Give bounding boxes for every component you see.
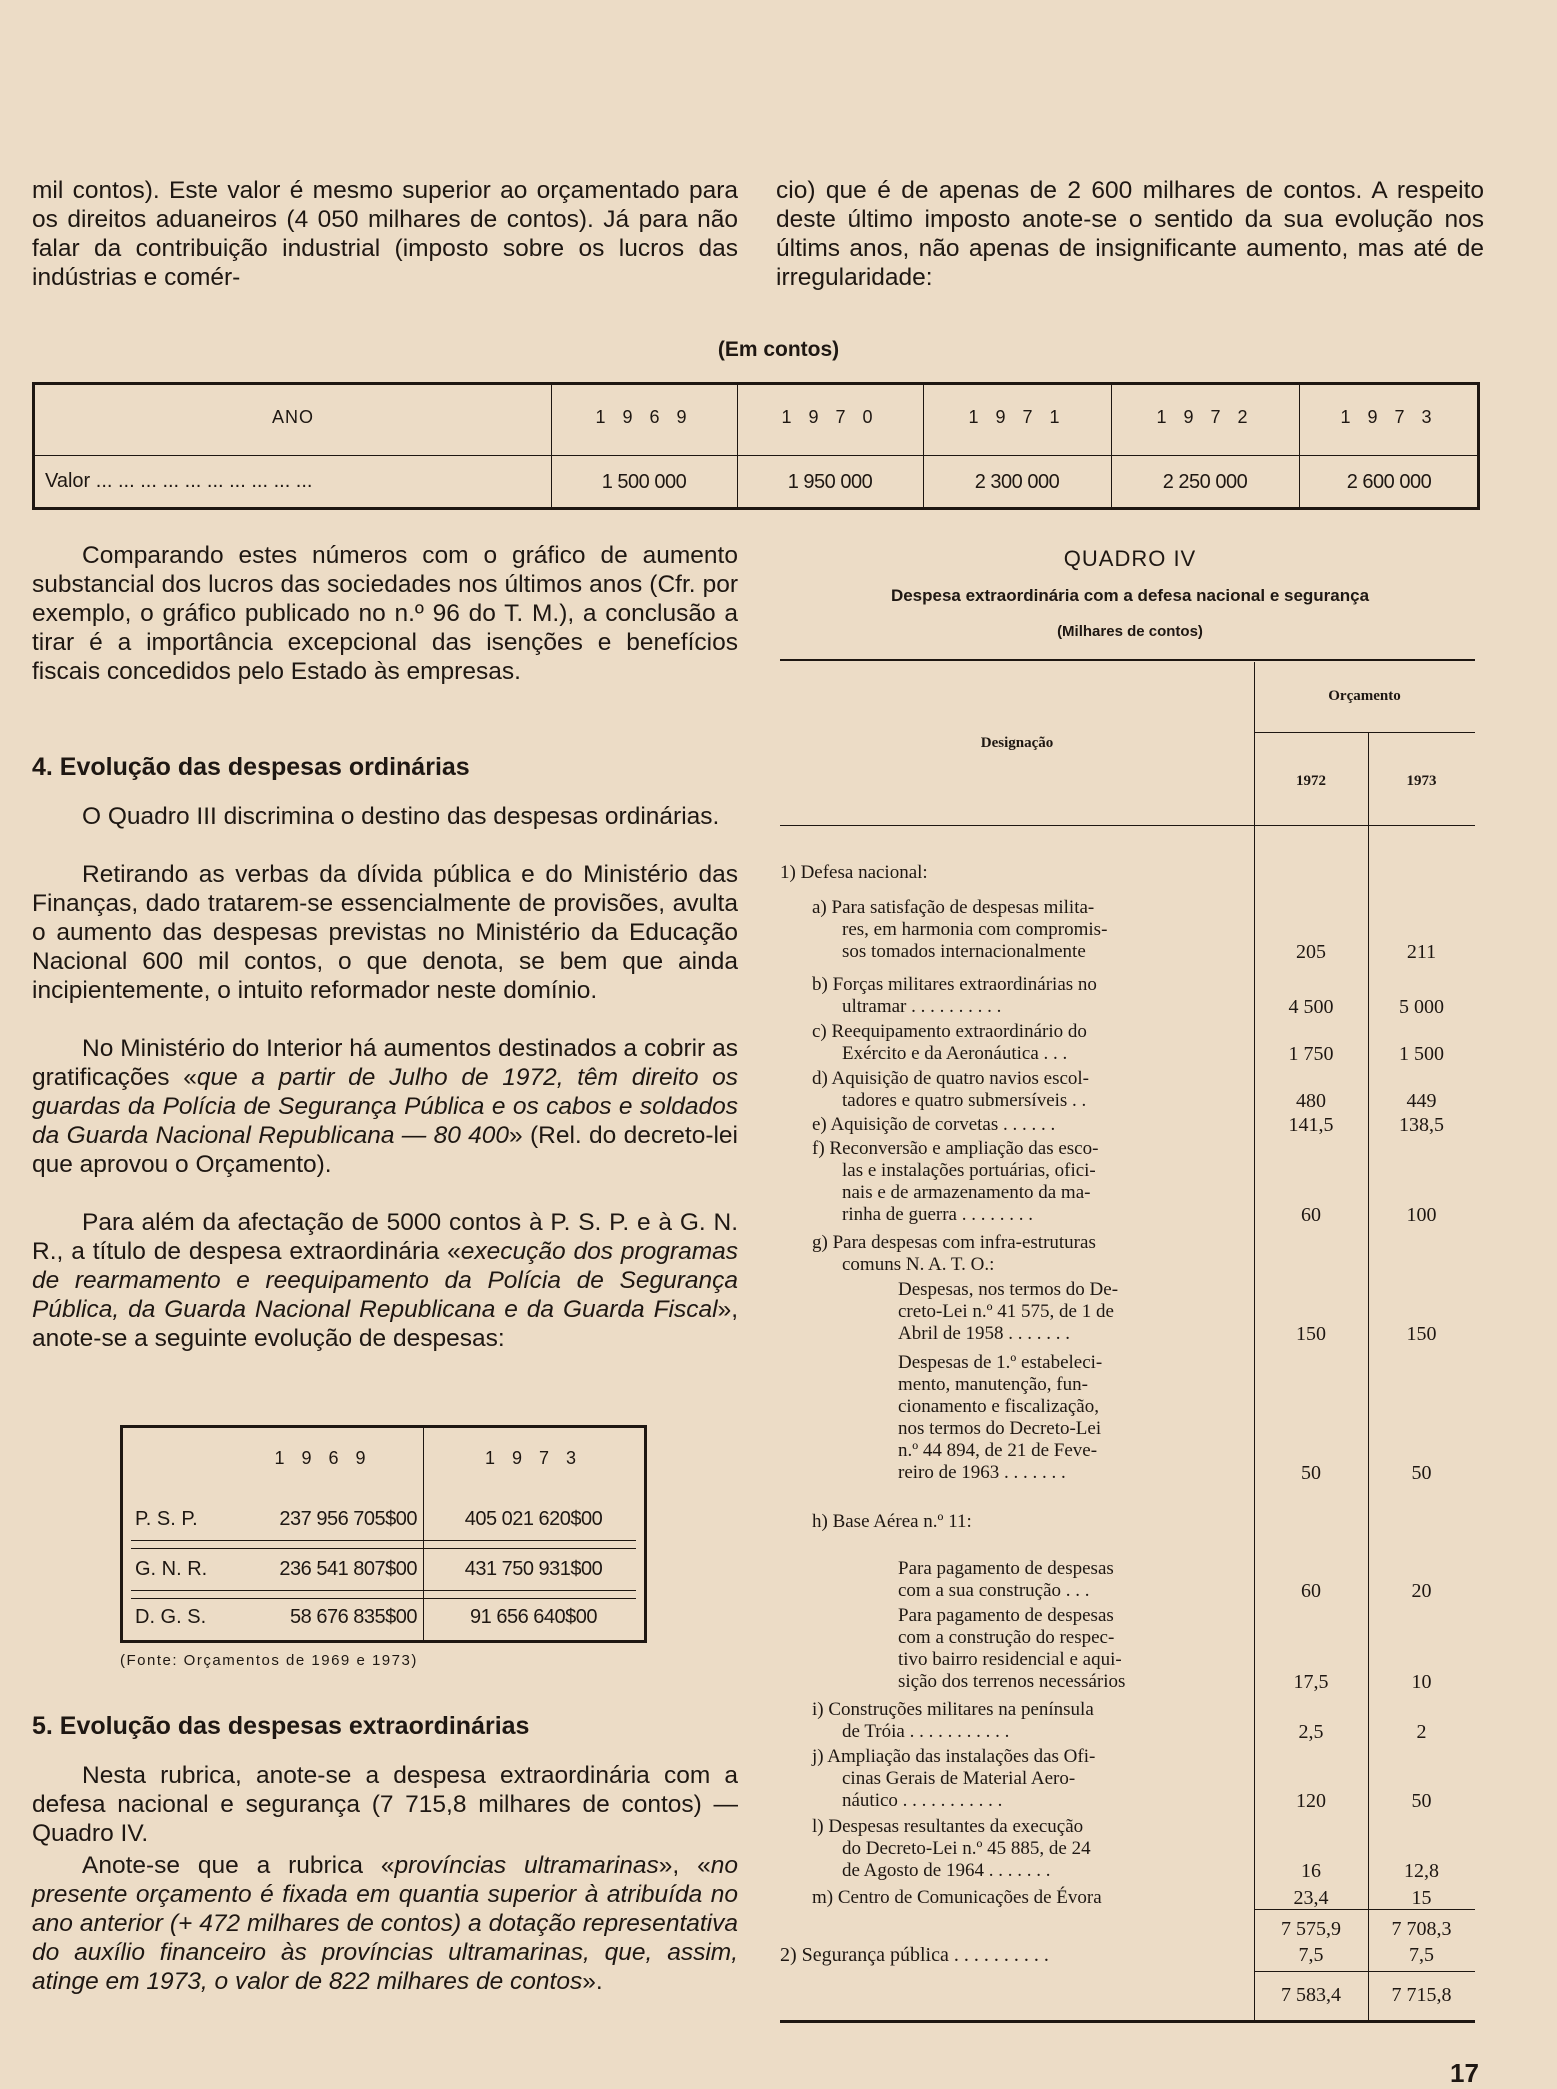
quadro4-row	[898, 1352, 1244, 1484]
table2-source: (Fonte: Orçamentos de 1969 e 1973)	[120, 1652, 418, 1669]
quadro4-seguranca-1973: 7,5	[1409, 1944, 1434, 1966]
quadro4-row-line: Despesas, nos termos do De-	[898, 1279, 1119, 1300]
quadro4-row	[812, 1887, 1244, 1909]
quadro4-row	[898, 1558, 1244, 1602]
table2-year-header: 1 9 7 3	[484, 1448, 583, 1468]
quadro4-row-line: Para pagamento de despesas	[898, 1558, 1114, 1579]
section-5-heading: 5. Evolução das despesas extraordinárias	[32, 1712, 530, 1740]
quadro4-row-line: las e instalações portuárias, ofici-	[842, 1160, 1096, 1181]
page-number: 17	[1450, 2058, 1479, 2088]
quadro4-row-line: i) Construções militares na península	[812, 1699, 1094, 1720]
quadro4-row-line: tivo bairro residencial e aqui-	[898, 1649, 1122, 1670]
quadro4-row	[812, 1068, 1244, 1112]
paragraph-ministerio-educacao: Retirando as verbas da dívida pública e do Ministério das Finanças, dado tratarem-se essencialmente de provisões, avulta o aumento das despesas previstas no Ministério da Educação Nacional 600 mil contos, o que denota, se bem que ainda incipientemente, o intuito reformador neste domínio.	[32, 861, 738, 1004]
table1-year-header: 1 9 7 2	[1156, 407, 1254, 427]
table2-cell: 58 676 835$00	[290, 1606, 417, 1628]
quadro4-subtitle: Despesa extraordinária com a defesa nacional e segurança	[890, 586, 1370, 605]
quadro4-value-1973: 50	[1411, 1462, 1432, 1484]
quadro4-row-line: cionamento e fiscalização,	[898, 1396, 1099, 1417]
quadro4-value-1973: 449	[1406, 1090, 1437, 1112]
table1-year-header: 1 9 7 3	[1340, 407, 1438, 427]
quadro4-row	[812, 1232, 1244, 1276]
quadro4-value-1972: 50	[1301, 1462, 1321, 1484]
table1-ano-header: ANO	[271, 407, 314, 427]
quadro4-row-line: sição dos terrenos necessários	[898, 1671, 1126, 1692]
quadro4-row-line: d) Aquisição de quatro navios escol-	[812, 1068, 1090, 1089]
quadro4-value-1972: 120	[1296, 1790, 1326, 1812]
quadro4-row	[898, 1279, 1244, 1345]
section-4-heading: 4. Evolução das despesas ordinárias	[32, 753, 470, 781]
quadro4-value-1973: 20	[1411, 1580, 1432, 1602]
table1-value-cell: 2 300 000	[974, 471, 1060, 493]
quadro4-row	[812, 1699, 1244, 1743]
table1-row-label: Valor ... ... ... ... ... ... ... ... ... ...	[45, 470, 313, 492]
paragraph-defesa-nacional: Nesta rubrica, anote-se a despesa extraordinária com a defesa nacional e segurança (7 715,8 milhares de contos) — Quadro IV.	[32, 1762, 738, 1847]
quadro4-year-header: 1972	[1296, 773, 1326, 789]
quadro4-value-1972: 60	[1301, 1580, 1321, 1602]
quadro4-year-header: 1973	[1406, 773, 1437, 789]
intro-left-paragraph: mil contos). Este valor é mesmo superior ao orçamentado para os direitos aduaneiros (4 050 milhares de contos). Já para não falar da contribuição industrial (imposto sobre os lucros das indústrias e comér-	[32, 177, 738, 291]
quadro4-row	[812, 897, 1244, 963]
paragraph-comparison: Comparando estes números com o gráfico de aumento substancial dos lucros das sociedades nos últimos anos (Cfr. por exemplo, o gráfico publicado no n.º 96 do T. M.), a conclusão a tirar é a importância excepcional das isenções e benefícios fiscais concedidos pelo Estado às empresas.	[32, 542, 738, 685]
quadro4-designacao-header: Designação	[980, 735, 1054, 751]
quadro4-value-1972: 480	[1296, 1090, 1326, 1112]
quadro4-row	[898, 1605, 1244, 1693]
quadro4-title: QUADRO IV	[1063, 546, 1197, 571]
quadro4-row-line: com a construção do respec-	[898, 1627, 1115, 1648]
quadro4-value-1972: 141,5	[1288, 1114, 1334, 1136]
quadro4-value-1972: 4 500	[1288, 996, 1334, 1018]
quadro4-row-line: b) Forças militares extraordinárias no	[812, 974, 1097, 995]
table1-unit: (Em contos)	[717, 338, 840, 361]
quadro4-row-line: ultramar . . . . . . . . . .	[842, 996, 1002, 1017]
quadro4-row-line: nos termos do Decreto-Lei	[898, 1418, 1102, 1439]
quadro4-total-1973: 7 715,8	[1391, 1984, 1452, 2006]
quadro4-row-line: Exército e da Aeronáutica . . .	[842, 1043, 1068, 1064]
quadro4-value-1972: 17,5	[1293, 1671, 1329, 1693]
table2-year-header: 1 9 6 9	[274, 1448, 372, 1468]
quadro4-value-1973: 1 500	[1399, 1043, 1444, 1065]
quadro4-seguranca-1972: 7,5	[1298, 1944, 1324, 1966]
table1-value-cell: 2 250 000	[1162, 471, 1248, 493]
quadro4-value-1972: 150	[1296, 1323, 1326, 1345]
quadro4-value-1973: 211	[1406, 941, 1437, 963]
quadro4-row-line: h) Base Aérea n.º 11:	[812, 1511, 972, 1532]
quadro4-row	[812, 1816, 1244, 1882]
quadro4-value-1972: 1 750	[1288, 1043, 1334, 1065]
paragraph-ministerio-interior: No Ministério do Interior há aumentos destinados a cobrir as gratificações «que a partir de Julho de 1972, têm direito os guardas da Polícia de Segurança Pública e os cabos e soldados da Guarda Nacional Republicana — 80 400» (Rel. do decreto-lei que aprovou o Orçamento).	[32, 1035, 738, 1178]
quadro4-row	[812, 1511, 1244, 1533]
quadro4-row-line: l) Despesas resultantes da execução	[812, 1816, 1084, 1837]
table2-row-label: D. G. S.	[135, 1606, 207, 1628]
quadro4-row-line: tadores e quatro submersíveis . .	[842, 1090, 1087, 1111]
quadro4-row-line: com a sua construção . . .	[898, 1580, 1090, 1601]
table2-cell: 91 656 640$00	[470, 1606, 597, 1628]
table1-value-cell: 1 500 000	[601, 471, 687, 493]
table2-cell: 236 541 807$00	[279, 1558, 417, 1580]
quadro4-row	[812, 1021, 1244, 1065]
quadro4-row	[812, 1746, 1244, 1812]
table2-row-label: G. N. R.	[135, 1558, 208, 1580]
quadro4-value-1973: 10	[1411, 1671, 1432, 1693]
quadro4-value-1973: 150	[1406, 1323, 1437, 1345]
quadro4-row-line: 1) Defesa nacional:	[780, 862, 928, 883]
quadro4-row-line: j) Ampliação das instalações das Ofi-	[812, 1746, 1096, 1767]
quadro4-row-line: c) Reequipamento extraordinário do	[812, 1021, 1087, 1042]
quadro4-value-1972: 23,4	[1293, 1887, 1329, 1909]
quadro4-row-line: creto-Lei n.º 41 575, de 1 de	[898, 1301, 1114, 1322]
quadro4-value-1973: 100	[1406, 1204, 1437, 1226]
revenue-table	[32, 382, 1480, 510]
intro-right-paragraph: cio) que é de apenas de 2 600 milhares de contos. A respeito deste último imposto anote-se o sentido da sua evolução nos últims anos, não apenas de insignificante aumento, mas até de irregularidade:	[776, 177, 1484, 291]
quadro4-row-line: a) Para satisfação de despesas milita-	[812, 897, 1095, 918]
quadro4-value-1973: 2	[1416, 1721, 1427, 1743]
quadro4-unit: (Milhares de contos)	[1057, 623, 1203, 640]
quadro4-row-line: reiro de 1963 . . . . . . .	[898, 1462, 1066, 1483]
security-expenses-table	[120, 1425, 647, 1643]
table2-row-label: P. S. P.	[135, 1508, 198, 1530]
quadro4-row-line: sos tomados internacionalmente	[842, 941, 1086, 962]
quadro4-value-1973: 15	[1411, 1887, 1432, 1909]
quadro4-row-line: nais e de armazenamento da ma-	[842, 1182, 1091, 1203]
quadro4-total-1972: 7 583,4	[1281, 1984, 1341, 2006]
table1-year-header: 1 9 7 1	[968, 407, 1066, 427]
quadro4-row-line: Abril de 1958 . . . . . . .	[898, 1323, 1071, 1344]
quadro4-row-line: de Agosto de 1964 . . . . . . .	[842, 1860, 1051, 1881]
paragraph-afectacao: Para além da afectação de 5000 contos à P. S. P. e à G. N. R., a título de despesa extraordinária «execução dos programas de rearmamento e reequipamento da Polícia de Segurança Pública, da Guarda Nacional Republicana e da Guarda Fiscal», anote-se a seguinte evolução de despesas:	[32, 1209, 738, 1352]
quadro4-row-line: rinha de guerra . . . . . . . .	[842, 1204, 1033, 1225]
table1-year-header: 1 9 7 0	[781, 407, 879, 427]
quadro4-row-line: Despesas de 1.º estabeleci-	[898, 1352, 1103, 1373]
quadro4-row-line: m) Centro de Comunicações de Évora	[812, 1887, 1102, 1908]
quadro4-row	[812, 974, 1244, 1018]
table2-cell: 405 021 620$00	[464, 1508, 603, 1530]
quadro4-seguranca-label: 2) Segurança pública . . . . . . . . . .	[780, 1944, 1049, 1966]
paragraph-provincias-ultramarinas: Anote-se que a rubrica «províncias ultramarinas», «no presente orçamento é fixada em quantia superior à atribuída no ano anterior (+ 472 milhares de contos) a dotação representativa do auxílio financeiro às províncias ultramarinas, que, assim, atinge em 1973, o valor de 822 milhares de contos».	[32, 1852, 738, 1995]
quadro4-value-1973: 12,8	[1404, 1860, 1439, 1882]
quadro4-row-line: res, em harmonia com compromis-	[842, 919, 1108, 940]
quadro4-row-line: n.º 44 894, de 21 de Feve-	[898, 1440, 1098, 1461]
table2-cell: 431 750 931$00	[464, 1558, 603, 1580]
quadro4-value-1973: 138,5	[1399, 1114, 1444, 1136]
quadro4-row-line: mento, manutenção, fun-	[898, 1374, 1088, 1395]
quadro4-value-1973: 5 000	[1399, 996, 1444, 1018]
quadro4-row	[812, 1138, 1244, 1226]
table1-value-cell: 2 600 000	[1346, 471, 1432, 493]
quadro4-orcamento-header: Orçamento	[1328, 688, 1401, 704]
quadro4-row-line: cinas Gerais de Material Aero-	[842, 1768, 1076, 1789]
quadro4-row-line: f) Reconversão e ampliação das esco-	[812, 1138, 1099, 1159]
quadro4-row-line: de Tróia . . . . . . . . . . .	[842, 1721, 1010, 1742]
quadro4-value-1972: 16	[1301, 1860, 1321, 1882]
quadro4-row-line: do Decreto-Lei n.º 45 885, de 24	[842, 1838, 1091, 1859]
quadro4-value-1972: 60	[1301, 1204, 1321, 1226]
quadro4-value-1973: 50	[1411, 1790, 1432, 1812]
quadro4-value-1972: 205	[1296, 941, 1326, 963]
quadro4-row-line: e) Aquisição de corvetas . . . . . .	[812, 1114, 1056, 1135]
quadro4-row-line: Para pagamento de despesas	[898, 1605, 1114, 1626]
paragraph-quadro-iii: O Quadro III discrimina o destino das despesas ordinárias.	[82, 803, 720, 830]
quadro4-value-1972: 2,5	[1298, 1721, 1324, 1743]
table1-year-header: 1 9 6 9	[595, 407, 693, 427]
quadro4-row-line: g) Para despesas com infra-estruturas	[812, 1232, 1096, 1253]
quadro4-row-line: náutico . . . . . . . . . . .	[842, 1790, 1003, 1811]
table2-cell: 237 956 705$00	[279, 1508, 417, 1530]
quadro4-row	[780, 862, 1244, 884]
quadro4-row	[812, 1114, 1244, 1136]
quadro4-subtotal-1972: 7 575,9	[1281, 1918, 1341, 1940]
table1-value-cell: 1 950 000	[787, 471, 873, 493]
quadro4-subtotal-1973: 7 708,3	[1391, 1918, 1452, 1940]
quadro4-row-line: comuns N. A. T. O.:	[842, 1254, 995, 1275]
